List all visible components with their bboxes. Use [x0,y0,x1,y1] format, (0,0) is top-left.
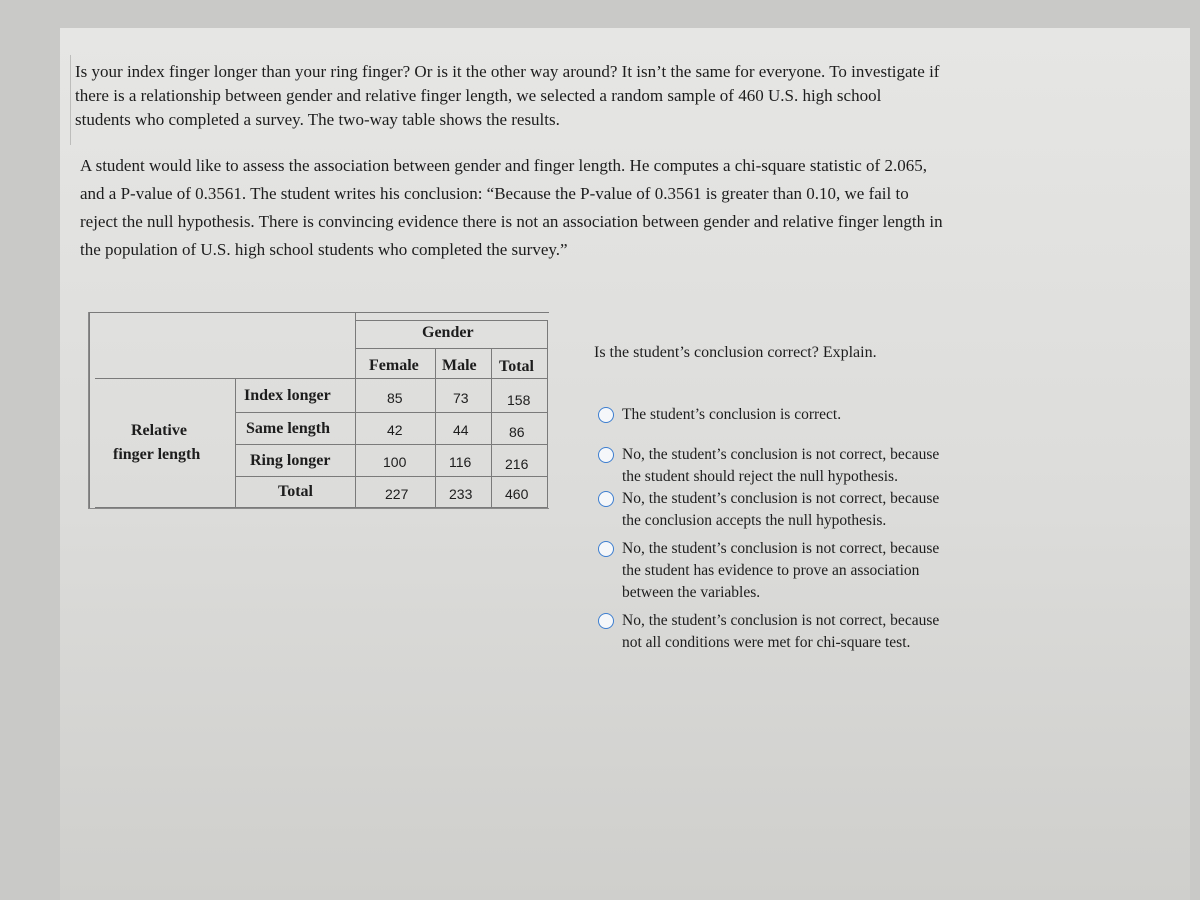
option-line: between the variables. [622,584,761,601]
option-label [622,610,1022,654]
radio-button-icon[interactable] [598,447,614,463]
intro-line: Is your index finger longer than your ring finger? Or is it the other way around? It isn’t the same for everyone. To investigate if [75,62,940,81]
intro-line: students who completed a survey. The two-way table shows the results. [75,110,560,129]
intro-paragraph [75,60,1075,132]
cell-value: 460 [505,486,529,502]
row-group-label: finger length [113,446,201,463]
row-label-total: Total [278,483,313,500]
row-label-index-longer: Index longer [244,387,331,404]
table-top-border [89,312,549,313]
row-label-line [235,378,236,508]
cell-value: 42 [387,422,403,438]
option-line: The student’s conclusion is correct. [622,406,842,423]
col-header-male: Male [442,357,477,374]
row-label-same-length: Same length [246,420,330,437]
radio-button-icon[interactable] [598,541,614,557]
cell-value: 86 [509,424,525,440]
gender-header: Gender [422,324,474,341]
cell-value: 116 [449,454,472,470]
intro-line: there is a relationship between gender and relative finger length, we selected a random sample of 460 U.S. high school [75,86,882,105]
scenario-line: A student would like to assess the association between gender and finger length. He computes a chi-square statistic of 2.065, [80,156,927,175]
cell-value: 158 [507,392,531,408]
option-line: No, the student’s conclusion is not correct, because [622,490,940,507]
option-line: the student should reject the null hypothesis. [622,468,898,485]
row-line [235,444,547,445]
scenario-line: reject the null hypothesis. There is convincing evidence there is not an association between gender and relative finger length in [80,212,943,231]
table-left-border [89,312,90,508]
scenario-paragraph [80,152,1070,264]
cell-value: 216 [505,456,529,472]
cell-value: 100 [383,454,407,470]
radio-button-icon[interactable] [598,407,614,423]
table-right-border [547,320,548,508]
cell-value: 233 [449,486,473,502]
option-label [622,538,1022,604]
row-label-ring-longer: Ring longer [250,452,331,469]
option-label [622,444,1022,488]
row-line [235,412,547,413]
row-line [235,476,547,477]
scenario-line: the population of U.S. high school students who completed the survey.” [80,240,568,259]
col-header-female: Female [369,357,419,374]
gender-top-line [355,320,547,321]
option-line: No, the student’s conclusion is not correct, because [622,446,940,463]
col-line [435,348,436,508]
radio-button-icon[interactable] [598,613,614,629]
option-line: No, the student’s conclusion is not correct, because [622,540,940,557]
col-line [491,348,492,508]
option-line: not all conditions were met for chi-square test. [622,634,911,651]
scenario-line: and a P-value of 0.3561. The student writes his conclusion: “Because the P-value of 0.3561 is greater than 0.10, we fail to [80,184,909,203]
option-line: the conclusion accepts the null hypothesis. [622,512,887,529]
option-line: the student has evidence to prove an association [622,562,920,579]
radio-button-icon[interactable] [598,491,614,507]
gender-under-line [355,348,547,349]
header-bottom-line [95,378,547,379]
table-bottom-line [95,507,547,508]
cell-value: 73 [453,390,469,406]
option-line: No, the student’s conclusion is not correct, because [622,612,940,629]
cell-value: 85 [387,390,403,406]
two-way-table [88,312,549,509]
question-text: Is the student’s conclusion correct? Explain. [594,344,877,361]
table-divider [355,312,356,508]
row-group-label: Relative [131,422,187,439]
cell-value: 227 [385,486,409,502]
cell-value: 44 [453,422,469,438]
col-header-total: Total [499,358,534,375]
option-label [622,488,1022,532]
option-label [622,404,1022,426]
